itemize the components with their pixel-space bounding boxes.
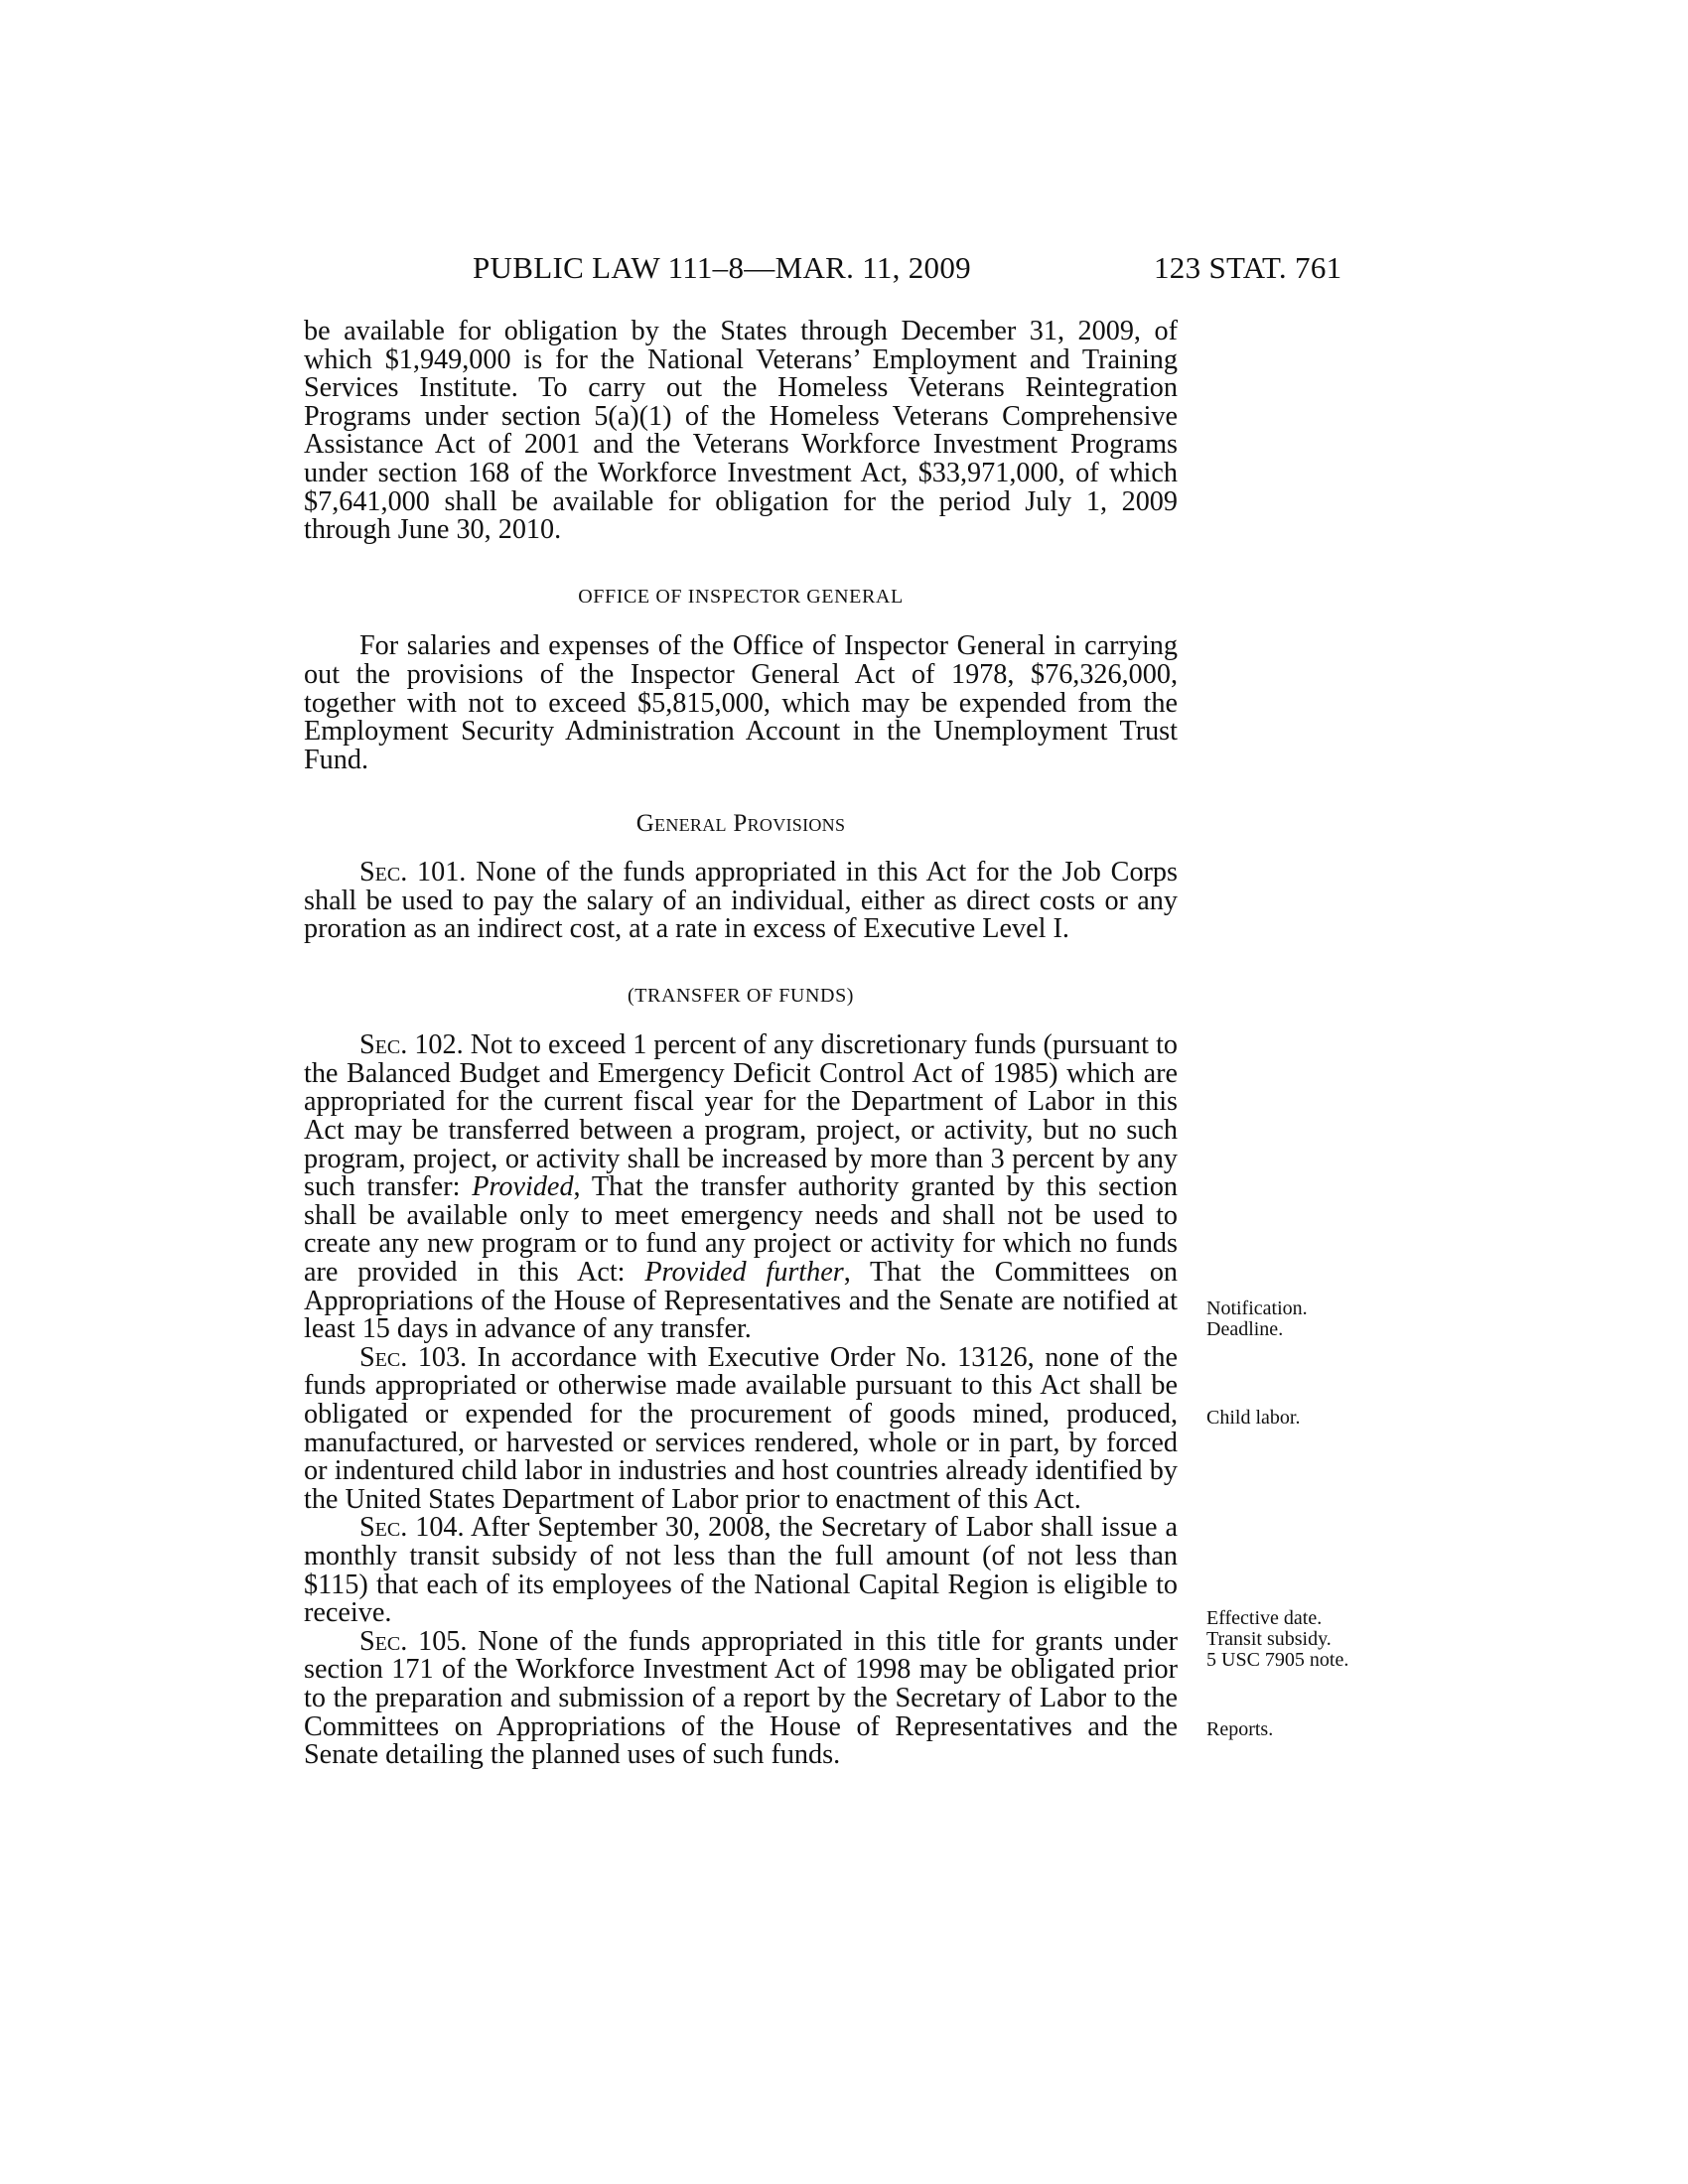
margin-note-notification-deadline (1206, 1298, 1405, 1340)
section-104 (304, 1514, 1178, 1627)
sec-label: Sec (359, 1341, 401, 1373)
sec-label: Sec (359, 1512, 401, 1544)
sec-101-text: . 101. None of the funds appropriated in this Act for the Job Corps shall be used to pay the salary of an individual, either as direct costs or any proration as an indirect cost, at a rate in excess of Executive Level I. (304, 856, 1178, 945)
section-101 (304, 856, 1178, 945)
stat-page-number: 123 STAT. 761 (1154, 250, 1342, 285)
margin-note-line: Transit subsidy. (1206, 1628, 1332, 1650)
margin-note-reports (1206, 1719, 1405, 1740)
oig-paragraph: For salaries and expenses of the Office of Inspector General in carrying out the provisions of the Inspector General Act of 1978, $76,326,000, together with not to exceed $5,815,000, which may be expended from the Employment Security Administration Account in the Unemployment Trust Fund. (304, 630, 1178, 775)
sec-104-text: . 104. After September 30, 2008, the Secretary of Labor shall issue a monthly transit subsidy of not less than the full amount (of not less than $115) that each of its employees of the National Capital Region is eligible to receive. (304, 1512, 1178, 1629)
section-105 (304, 1625, 1178, 1771)
margin-note-line: Effective date. (1206, 1607, 1323, 1629)
section-102 (304, 1031, 1178, 1344)
sec-105-text: . 105. None of the funds appropriated in this title for grants under section 171 of the Workforce Investment Act of 1998 may be obligated prior to the preparation and submission of a report by the Secretary of Labor to the Committees on Appropriations of the House of Representatives and the Senate detailing the planned uses of such funds. (304, 1625, 1178, 1771)
continuation-paragraph: be available for obligation by the States through December 31, 2009, of which $1,949,000 is for the National Veterans’ Employment and Training Services Institute. To carry out the Homeless Veterans Reintegration Programs under section 5(a)(1) of the Homeless Veterans Comprehensive Assistance Act of 2001 and the Veterans Workforce Investment Programs under section 168 of the Workforce Investment Act, $33,971,000, of which $7,641,000 shall be available for obligation for the period July 1, 2009 through June 30, 2010. (304, 316, 1178, 546)
running-head (0, 250, 1688, 290)
margin-note-line: Notification. (1206, 1297, 1308, 1319)
heading-transfer-of-funds: (TRANSFER OF FUNDS) (627, 984, 855, 1007)
heading-general-provisions: General Provisions (635, 810, 846, 838)
body-text (304, 318, 1178, 1770)
section-103 (304, 1341, 1178, 1515)
sec-label: Sec (359, 1029, 401, 1061)
sec-103-text: . 103. In accordance with Executive Order No. 13126, none of the funds appropriated or otherwise made available pursuant to this Act shall be obligated or expended for the procurement of goods mined, produced, manufactured, or harvested or services rendered, whole or in part, by forced or indentured child labor in industries and host countries already identified by the United States Department of Labor prior to enactment of this Act. (304, 1341, 1178, 1515)
margin-note-line: Deadline. (1206, 1318, 1284, 1340)
sec-102-italic-provided-further: Provided further (644, 1257, 844, 1289)
margin-note-child-labor (1206, 1408, 1405, 1429)
sec-102-text-b: , That the transfer authority granted by this section shall be available only to meet emergency needs and shall not be used to create any new program or to fund any project or activity for which no funds are provided in this Act: (304, 1171, 1179, 1289)
sec-102-text-a: . 102. Not to exceed 1 percent of any discretionary funds (pursuant to the Balanced Budget and Emergency Deficit Control Act of 1985) which are appropriated for the current fiscal year for the Department of Labor in this Act may be transferred between a program, project, or activity, but no such program, project, or activity shall be increased by more than 3 percent by any such transfer: (304, 1029, 1178, 1203)
sec-102-italic-provided: Provided (472, 1171, 574, 1203)
margin-note-line: Reports. (1206, 1718, 1274, 1740)
margin-note-line: Child labor. (1206, 1407, 1301, 1429)
public-law-title: PUBLIC LAW 111–8—MAR. 11, 2009 (473, 250, 971, 285)
sec-label: Sec (359, 856, 401, 887)
sec-102-text-c: , That the Committees on Appropriations of the House of Representatives and the Senate are notified at least 15 days in advance of any transfer. (304, 1257, 1179, 1345)
heading-office-of-inspector-general: OFFICE OF INSPECTOR GENERAL (578, 585, 904, 608)
margin-note-effective-date (1206, 1608, 1405, 1671)
margin-note-line: 5 USC 7905 note. (1206, 1649, 1349, 1671)
sec-label: Sec (359, 1625, 401, 1657)
